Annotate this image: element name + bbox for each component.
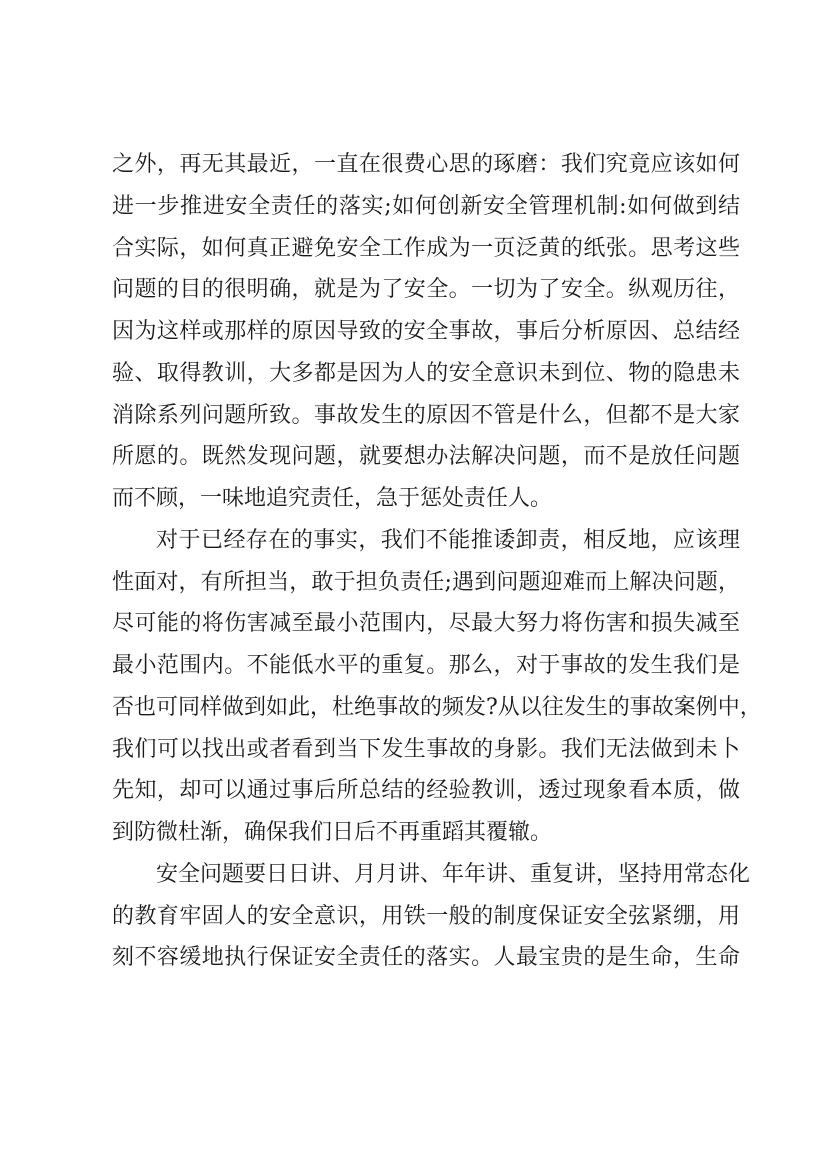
- text-line: 性面对，有所担当，敢于担负责任;遇到问题迎难而上解决问题，: [112, 569, 740, 595]
- text-line: 消除系列问题所致。事故发生的原因不管是什么，但都不是大家: [112, 402, 740, 428]
- text-line: 否也可同样做到如此，杜绝事故的频发?从以往发生的事故案例中，: [112, 694, 762, 720]
- paragraph-3: [112, 854, 751, 979]
- text-line: 对于已经存在的事实，我们不能推诿卸责，相反地，应该理: [156, 527, 740, 553]
- text-line: 进一步推进安全责任的落实;如何创新安全管理机制:如何做到结: [112, 193, 740, 219]
- text-line: 先知，却可以通过事后所总结的经验教训，透过现象看本质，做: [112, 778, 740, 804]
- text-line: 到防微杜渐，确保我们日后不再重蹈其覆辙。: [112, 820, 553, 845]
- text-line: 刻不容缓地执行保证安全责任的落实。人最宝贵的是生命，生命: [112, 945, 740, 971]
- text-line: 最小范围内。不能低水平的重复。那么，对于事故的发生我们是: [112, 653, 740, 678]
- text-line: 验、取得教训，大多都是因为人的安全意识未到位、物的隐患未: [112, 360, 740, 386]
- text-line: 因为这样或那样的原因导致的安全事故，事后分析原因、总结经: [112, 319, 740, 344]
- document-body: [112, 144, 762, 979]
- text-line: 所愿的。既然发现问题，就要想办法解决问题，而不是放任问题: [112, 444, 740, 470]
- paragraph-2: [112, 520, 762, 854]
- text-line: 尽可能的将伤害减至最小范围内，尽最大努力将伤害和损失减至: [112, 611, 740, 637]
- text-line: 的教育牢固人的安全意识，用铁一般的制度保证安全弦紧绷，用: [112, 903, 740, 929]
- text-line: 而不顾，一味地追究责任，急于惩处责任人。: [112, 486, 553, 511]
- text-line: 我们可以找出或者看到当下发生事故的身影。我们无法做到未卜: [112, 736, 740, 762]
- paragraph-1: [112, 144, 740, 520]
- text-line: 合实际，如何真正避免安全工作成为一页泛黄的纸张。思考这些: [112, 235, 740, 261]
- text-line: 安全问题要日日讲、月月讲、年年讲、重复讲，坚持用常态化: [156, 861, 751, 887]
- text-line: 之外，再无其最近，一直在很费心思的琢磨：我们究竟应该如何: [112, 152, 740, 177]
- text-line: 问题的目的很明确，就是为了安全。一切为了安全。纵观历往，: [112, 277, 740, 303]
